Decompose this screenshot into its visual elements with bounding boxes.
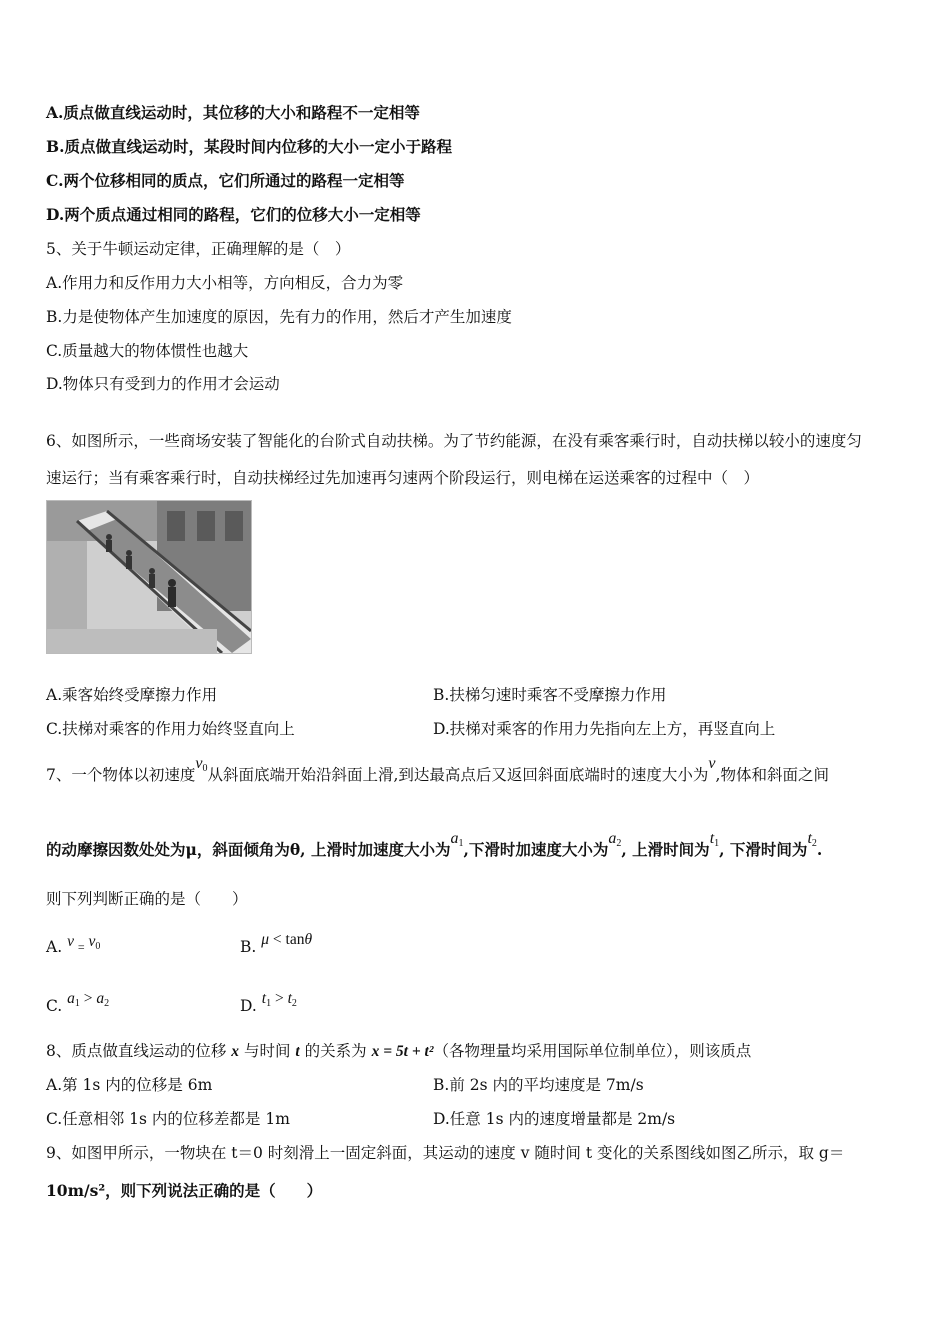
- q7-stem-line2: [46, 830, 823, 863]
- q6-option-a: A.乘客始终受摩擦力作用: [46, 686, 218, 704]
- q8-stem-part3: 的关系为: [299, 1042, 372, 1060]
- q7-text-part2: 从斜面底端开始沿斜面上滑,到达最高点后又返回斜面底端时的速度大小为: [207, 766, 709, 784]
- q7-line2-part1: 的动摩擦因数处处为μ，斜面倾角为θ, 上滑时加速度大小为: [46, 840, 451, 859]
- q4-option-c: C.两个位移相同的质点，它们所通过的路程一定相等: [46, 171, 405, 190]
- q6-option-b: B.扶梯匀速时乘客不受摩擦力作用: [433, 686, 667, 704]
- q8-stem-part1: 8、质点做直线运动的位移: [46, 1042, 232, 1060]
- q9-stem-line2: 10m/s²，则下列说法正确的是（ ）: [46, 1181, 323, 1200]
- q8-stem-part4: （各物理量均采用国际单位制单位），则该质点: [433, 1042, 752, 1060]
- q8-option-b: B.前 2s 内的平均速度是 7m/s: [433, 1076, 644, 1094]
- q6-option-d: D.扶梯对乘客的作用力先指向左上方，再竖直向上: [433, 720, 776, 738]
- q9-stem-line1: 9、如图甲所示，一物块在 t＝0 时刻滑上一固定斜面，其运动的速度 v 随时间 t 变化的关系图线如图乙所示，取 g＝: [46, 1144, 845, 1162]
- v-symbol: v: [708, 755, 716, 772]
- q7-option-c-label: C.: [46, 997, 63, 1015]
- q6-stem-line1: 6、如图所示，一些商场安装了智能化的台阶式自动扶梯。为了节约能源，在没有乘客乘行时，自动扶梯以较小的速度匀: [46, 432, 862, 450]
- q7-line2-end: .: [816, 840, 823, 859]
- q6-option-c: C.扶梯对乘客的作用力始终竖直向上: [46, 720, 295, 738]
- q5-option-a: A.作用力和反作用力大小相等，方向相反，合力为零: [46, 274, 404, 292]
- q5-option-b: B.力是使物体产生加速度的原因，先有力的作用，然后才产生加速度: [46, 308, 512, 326]
- q7-option-d-label: D.: [240, 997, 257, 1015]
- v0-symbol: v0: [195, 755, 208, 774]
- t1-symbol: t1: [709, 830, 720, 849]
- q7-option-a-formula: v $_=$ v0: [67, 933, 101, 954]
- escalator-illustration: [47, 501, 251, 653]
- q7-text-part1: 7、一个物体以初速度: [46, 766, 196, 784]
- q5-option-d: D.物体只有受到力的作用才会运动: [46, 375, 280, 393]
- q8-option-c: C.任意相邻 1s 内的位移差都是 1m: [46, 1110, 290, 1128]
- q7-option-d-formula: t1 > t2: [261, 990, 297, 1009]
- q7-option-a: [46, 933, 101, 960]
- q6-stem-line2: 速运行；当有乘客乘行时，自动扶梯经过先加速再匀速两个阶段运行，则电梯在运送乘客的过程中（ ）: [46, 469, 760, 487]
- q7-stem-line1: [46, 755, 829, 788]
- x-symbol: x: [231, 1043, 240, 1060]
- q4-option-d: D.两个质点通过相同的路程，它们的位移大小一定相等: [46, 205, 421, 224]
- q8-stem: [46, 1041, 751, 1062]
- q5-stem: 5、关于牛顿运动定律，正确理解的是（ ）: [46, 240, 351, 258]
- q7-option-b-formula: μ < tanθ: [261, 931, 313, 948]
- q8-option-a: A.第 1s 内的位移是 6m: [46, 1076, 213, 1094]
- q4-option-b: B.质点做直线运动时，某段时间内位移的大小一定小于路程: [46, 137, 452, 156]
- q8-option-d: D.任意 1s 内的速度增量都是 2m/s: [433, 1110, 676, 1128]
- q7-option-c: [46, 990, 110, 1019]
- q7-option-b: [240, 931, 313, 958]
- q7-line2-part3: , 上滑时间为: [621, 840, 710, 859]
- q7-stem-line3: 则下列判断正确的是（ ）: [46, 890, 248, 908]
- q5-option-c: C.质量越大的物体惯性也越大: [46, 342, 249, 360]
- q7-line2-part2: ,下滑时加速度大小为: [463, 840, 609, 859]
- t2-symbol: t2: [807, 830, 817, 849]
- q7-option-b-label: B.: [240, 938, 257, 956]
- a2-symbol: a2: [608, 830, 622, 849]
- q4-option-a: A.质点做直线运动时，其位移的大小和路程不一定相等: [46, 103, 420, 122]
- t-symbol: t: [295, 1043, 300, 1060]
- q7-option-c-formula: a1 > a2: [67, 990, 110, 1009]
- q8-stem-part2: 与时间: [239, 1042, 296, 1060]
- q7-line2-part4: , 下滑时间为: [719, 840, 808, 859]
- q7-option-a-label: A.: [46, 938, 63, 956]
- escalator-photo: [46, 500, 252, 654]
- q7-option-d: [240, 990, 297, 1019]
- a1-symbol: a1: [450, 830, 464, 849]
- q7-text-part3: ,物体和斜面之间: [715, 766, 829, 784]
- q8-formula: x = 5t + t²: [371, 1043, 434, 1060]
